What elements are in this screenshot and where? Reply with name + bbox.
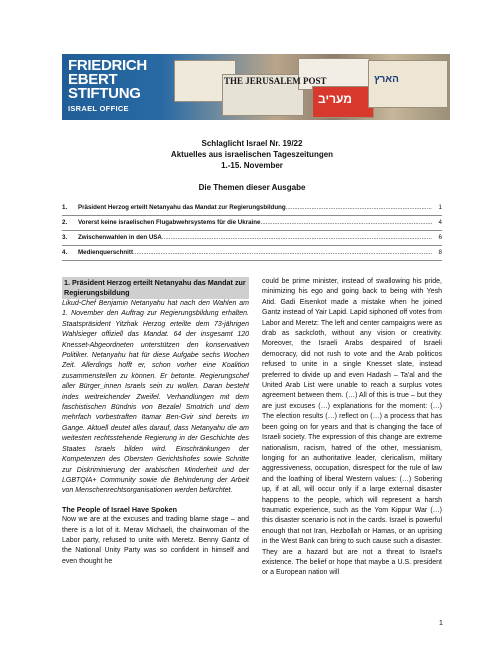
toc-entry[interactable] — [62, 204, 442, 214]
office-label: ISRAEL OFFICE — [68, 104, 129, 113]
toc-divider — [62, 230, 442, 231]
newspaper-hebrew-masthead: מעריב — [318, 92, 352, 106]
toc-entry-number: 3. — [62, 234, 68, 241]
article-paragraph: Now we are at the excuses and trading blame stage – and there is a lot of it. Merav Michaeli, the chairwoman of the Labor party, refused to unite with Meretz. Benny Gantz of the National Unity Party was so confident in himself and even thought he — [62, 516, 249, 565]
toc-entry[interactable] — [62, 219, 442, 229]
toc-entry-page: 4 — [438, 219, 442, 226]
toc-entry-text: Zwischenwahlen in den USA ..... — [78, 234, 432, 244]
logo-line: FRIEDRICH — [68, 57, 147, 74]
toc-divider — [62, 215, 442, 216]
toc-entry-text: Präsident Herzog erteilt Netanyahu das Mandat zur Regierungsbildung ..... — [78, 204, 432, 214]
section-heading: 1. Präsident Herzog erteilt Netanyahu das Mandat zur Regierungsbildung — [62, 277, 249, 299]
publication-dates: 1.-15. November — [221, 161, 283, 170]
right-column — [262, 277, 442, 579]
newspaper-jpost-masthead: THE JERUSALEM POST — [224, 76, 327, 86]
toc-title: Die Themen dieser Ausgabe — [198, 183, 306, 192]
logo-line: EBERT — [68, 71, 118, 88]
toc-entry[interactable] — [62, 234, 442, 244]
newspaper-hebrew-masthead: הארץ — [374, 74, 399, 85]
toc-entry-page: 8 — [438, 249, 442, 256]
section-intro: Likud-Chef Benjamin Netanyahu hat nach den Wahlen am 1. November den Auftrag zur Regierungsbildung erhalten. Staatspräsident Yitzhak Herzog erteilte dem 73-jährigen Wahlsieger offiziell das Mandat. 64 der insgesamt 120 Knesset-Abgeordneten unterstützen den konservativen Politiker. Netanyahu hat für diese Aufgabe sechs Wochen Zeit. Allerdings hofft er, schon vorher eine Koalition zusammenstellen zu können. Er betonte. Regierungschef aller Bürger_innen Israels sein zu wollen. Daran besteht indes weitreichender Zweifel. Verhandlungen mit dem faschistischen Bündnis von Bezalel Smotrich und dem mehrfach vorbestraften Itamar Ben-Gvir sind bereits im Gange. Aktuell deutet alles darauf, dass Netanyahu die am weitesten rechtsstehende Regierung in der Geschichte des Staates Israels bilden wird. Einschränkungen der Kompetenzen des Obersten Gerichtshofes sowie Schritte zur Diskriminierung der arabischen Minderheit und der LGBTQIA+ Community sowie die Behinderung der Arbeit von Menschenrechtsorganisationen werden befürchtet. — [62, 300, 249, 495]
page-number: 1 — [439, 620, 443, 627]
publication-subtitle: Aktuelles aus israelischen Tageszeitungen — [170, 150, 334, 159]
toc-entry-number: 1. — [62, 204, 68, 211]
toc-entry-number: 4. — [62, 249, 68, 256]
article-paragraph: could be prime minister, instead of swallowing his pride, minimizing his ego and going back to being with Yesh Atid. Gadi Eisenkot made a mistake when he joined Gantz instead of Yair Lapid. Lapid siphoned off votes from Labor and Meretz: The left and center campaigns were as drab as sackcloth, without any vision or creativity. Moreover, the Israeli Arabs despaired of Israeli democracy, did not rush to vote and the Arab politicos refused to unite in a single Knesset slate, instead preferred to divide up and even Hadash – Ta'al and the United Arab List were unable to reach a surplus votes agreement between them. (…) All of this is true – but they are just excuses (…) explanations for the moment: (…) The election results (…) reflect on (…) a process that has been going on for years and that is changing the face of Israeli society. The expression of this change are extreme nationalism, racism, hatred of the other, messianism, longing for an authoritative leader, clericalism, military aggressiveness, occupation, disrespect for the rule of law and the loathing of liberal Western values: (…) Sobering up, if at all, will occur only if a large external disaster happens to the people, which will represent a harsh traumatic experience, such as the Yom Kippur War (…) this disaster scenario is not in the cards. Israel is powerful enough that not Iran, Hezbollah or Hamas, or an uprising in the West Bank can bring to such cause such a disaster. They are a hazard but are not a threat to Israel's existence. The belief or hope that maybe a U.S. president or a European nation will — [262, 278, 442, 577]
toc-entry-page: 1 — [438, 204, 442, 211]
publication-title: Schlaglicht Israel Nr. 19/22 — [201, 139, 303, 148]
toc-entry-text: Vorerst keine israelischen Flugabwehrsystems für die Ukraine ..... — [78, 219, 432, 229]
toc-divider — [62, 245, 442, 246]
header-banner — [62, 54, 450, 120]
logo-line: STIFTUNG — [68, 85, 141, 102]
article-subheading: The People of Israel Have Spoken — [62, 504, 178, 514]
toc-entry-page: 6 — [438, 234, 442, 241]
fes-logo — [68, 59, 147, 101]
toc-entry-number: 2. — [62, 219, 68, 226]
toc-divider — [62, 260, 442, 261]
left-column — [62, 277, 249, 567]
toc-entry[interactable] — [62, 249, 442, 259]
toc-entry-text: Medienquerschnitt ..... — [78, 249, 432, 259]
